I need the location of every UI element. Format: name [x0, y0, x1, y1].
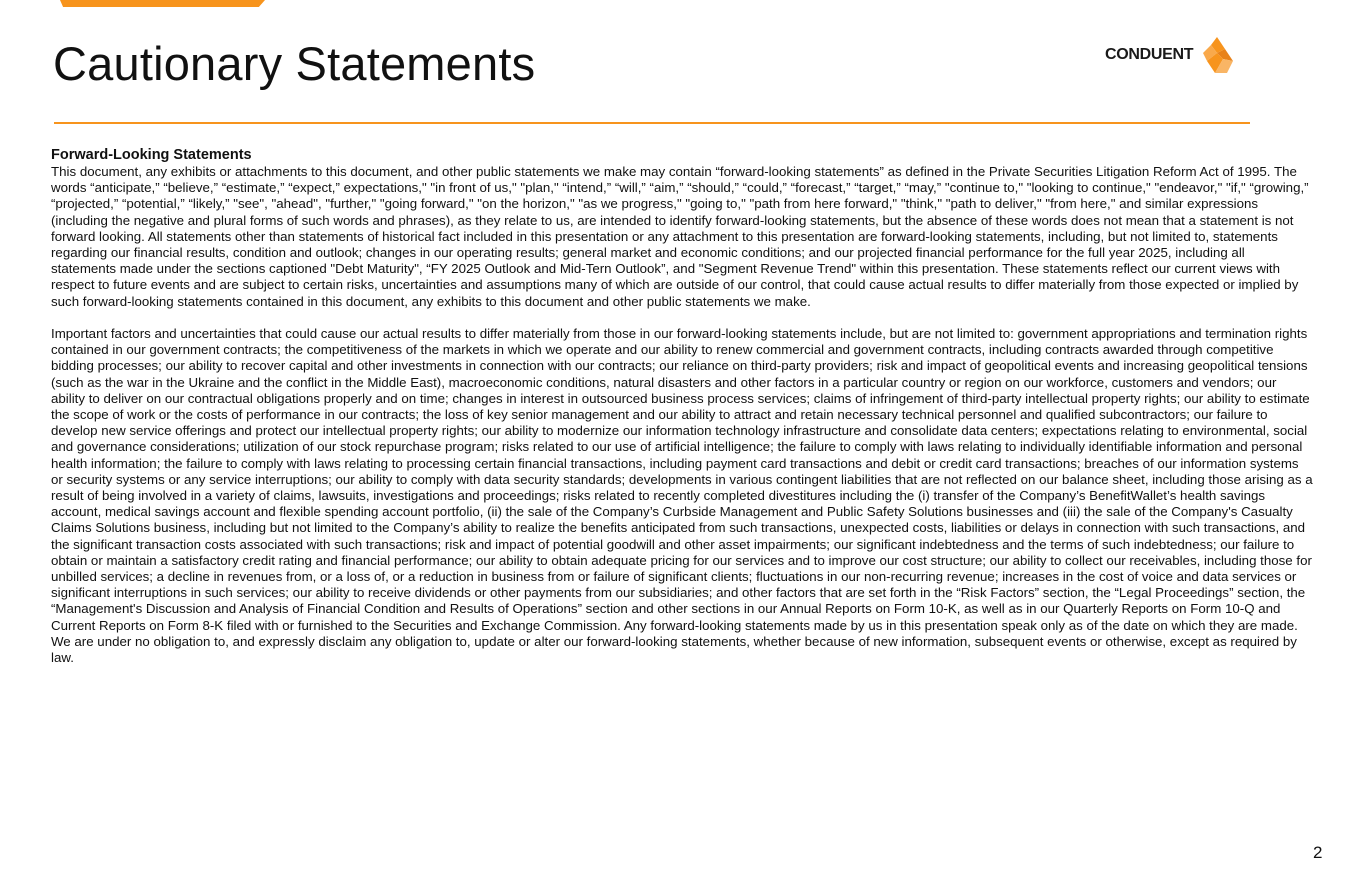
paragraph-forward-looking: This document, any exhibits or attachments to this document, and other public statements we make may contain “forward-looking statements” as defined in the Private Securities Litigation Reform Act of 1995. The words “anticipate,” “believe,” “estimate,” “expect,” expectations," "in front of us," "plan," “intend,” “will,” “aim,” “should,” “could,” “forecast,” “target,” “may,” "continue to," "looking to continue," "endeavor," "if," “growing,” “projected,” “potential,” “likely,” "see", "ahead", "further," "going forward," "on the horizon," "as we progress," "going to," "path from here forward," "think," "path to deliver," "from here," and similar expressions (including the negative and plural forms of such words and phrases), as they relate to us, are intended to identify forward-looking statements, but the absence of these words does not mean that a statement is not forward looking. All statements other than statements of historical fact included in this presentation or any attachment to this presentation are forward-looking statements, including, but not limited to, statements regarding our financial results, condition and outlook; changes in our operating results; general market and economic conditions; and our projected financial performance for the full year 2025, including all statements made under the sections captioned "Debt Maturity", “FY 2025 Outlook and Mid-Tern Outlook”, and "Segment Revenue Trend" within this presentation. These statements reflect our current views with respect to future events and are subject to certain risks, uncertainties and assumptions many of which are outside of our control, that could cause actual results to differ materially from those expected or implied by such forward-looking statements contained in this document, any exhibits to this document and other public statements we make.	[51, 164, 1309, 309]
conduent-logo-mark-icon	[1197, 35, 1237, 75]
top-accent-bar	[60, 0, 265, 7]
forward-looking-section	[51, 146, 1313, 666]
page-title: Cautionary Statements	[53, 37, 536, 90]
section-heading: Forward-Looking Statements	[51, 147, 252, 163]
paragraph-important-factors: Important factors and uncertainties that could cause our actual results to differ materially from those in our forward-looking statements include, but are not limited to: government appropriations and termination rights contained in our government contracts; the competitiveness of the markets in which we operate and our ability to renew commercial and government contracts, including contracts awarded through competitive bidding processes; our ability to recover capital and other investments in connection with our contracts; our reliance on third-party providers; risk and impact of geopolitical events and increasing geopolitical tensions (such as the war in the Ukraine and the conflict in the Middle East), macroeconomic conditions, natural disasters and other factors in a particular country or region on our workforce, customers and vendors; our ability to deliver on our contractual obligations properly and on time; changes in interest in outsourced business process services; claims of infringement of third-party intellectual property rights; our ability to estimate the scope of work or the costs of performance in our contracts; the loss of key senior management and our ability to attract and retain necessary technical personnel and qualified subcontractors; our failure to develop new service offerings and protect our intellectual property rights; our ability to modernize our information technology infrastructure and consolidate data centers; expectations relating to environmental, social and governance considerations; utilization of our stock repurchase program; risks related to our use of artificial intelligence; the failure to comply with laws relating to individually identifiable information and personal health information; the failure to comply with laws relating to processing certain financial transactions, including payment card transactions and debit or credit card transactions; breaches of our information systems or security systems or any service interruptions; our ability to comply with data security standards; developments in various contingent liabilities that are not reflected on our balance sheet, including those arising as a result of being involved in a variety of claims, lawsuits, investigations and proceedings; risks related to recently completed divestitures including the (i) transfer of the Company’s BenefitWallet’s health savings account, medical savings account and flexible spending account portfolio, (ii) the sale of the Company’s Curbside Management and Public Safety Solutions businesses and (iii) the sale of the Company's Casualty Claims Solutions business, including but not limited to the Company’s ability to realize the benefits anticipated from such transactions, unexpected costs, liabilities or delays in connection with such transactions, and the significant transaction costs associated with such transactions; risk and impact of potential goodwill and other asset impairments; our significant indebtedness and the terms of such indebtedness; our failure to obtain or maintain a satisfactory credit rating and financial performance; our ability to obtain adequate pricing for our services and to improve our cost structure; our ability to collect our receivables, including those for unbilled services; a decline in revenues from, or a loss of, or a reduction in business from or failure of significant clients; fluctuations in our non-recurring revenue; increases in the cost of voice and data services or significant interruptions in such services; our ability to receive dividends or other payments from our subsidiaries; and other factors that are set forth in the “Risk Factors” section, the “Legal Proceedings” section, the “Management's Discussion and Analysis of Financial Condition and Results of Operations” section and other sections in our Annual Reports on Form 10-K, as well as in our Quarterly Reports on Form 10-Q and Current Reports on Form 8-K filed with or furnished to the Securities and Exchange Commission. Any forward-looking statements made by us in this presentation speak only as of the date on which they are made. We are under no obligation to, and expressly disclaim any obligation to, update or alter our forward-looking statements, whether because of new information, subsequent events or otherwise, except as required by law.	[51, 326, 1313, 666]
logo-wordmark: CONDUENT	[1105, 46, 1194, 63]
title-divider	[54, 122, 1250, 124]
page-number: 2	[1313, 843, 1323, 862]
conduent-logo	[1105, 34, 1250, 76]
